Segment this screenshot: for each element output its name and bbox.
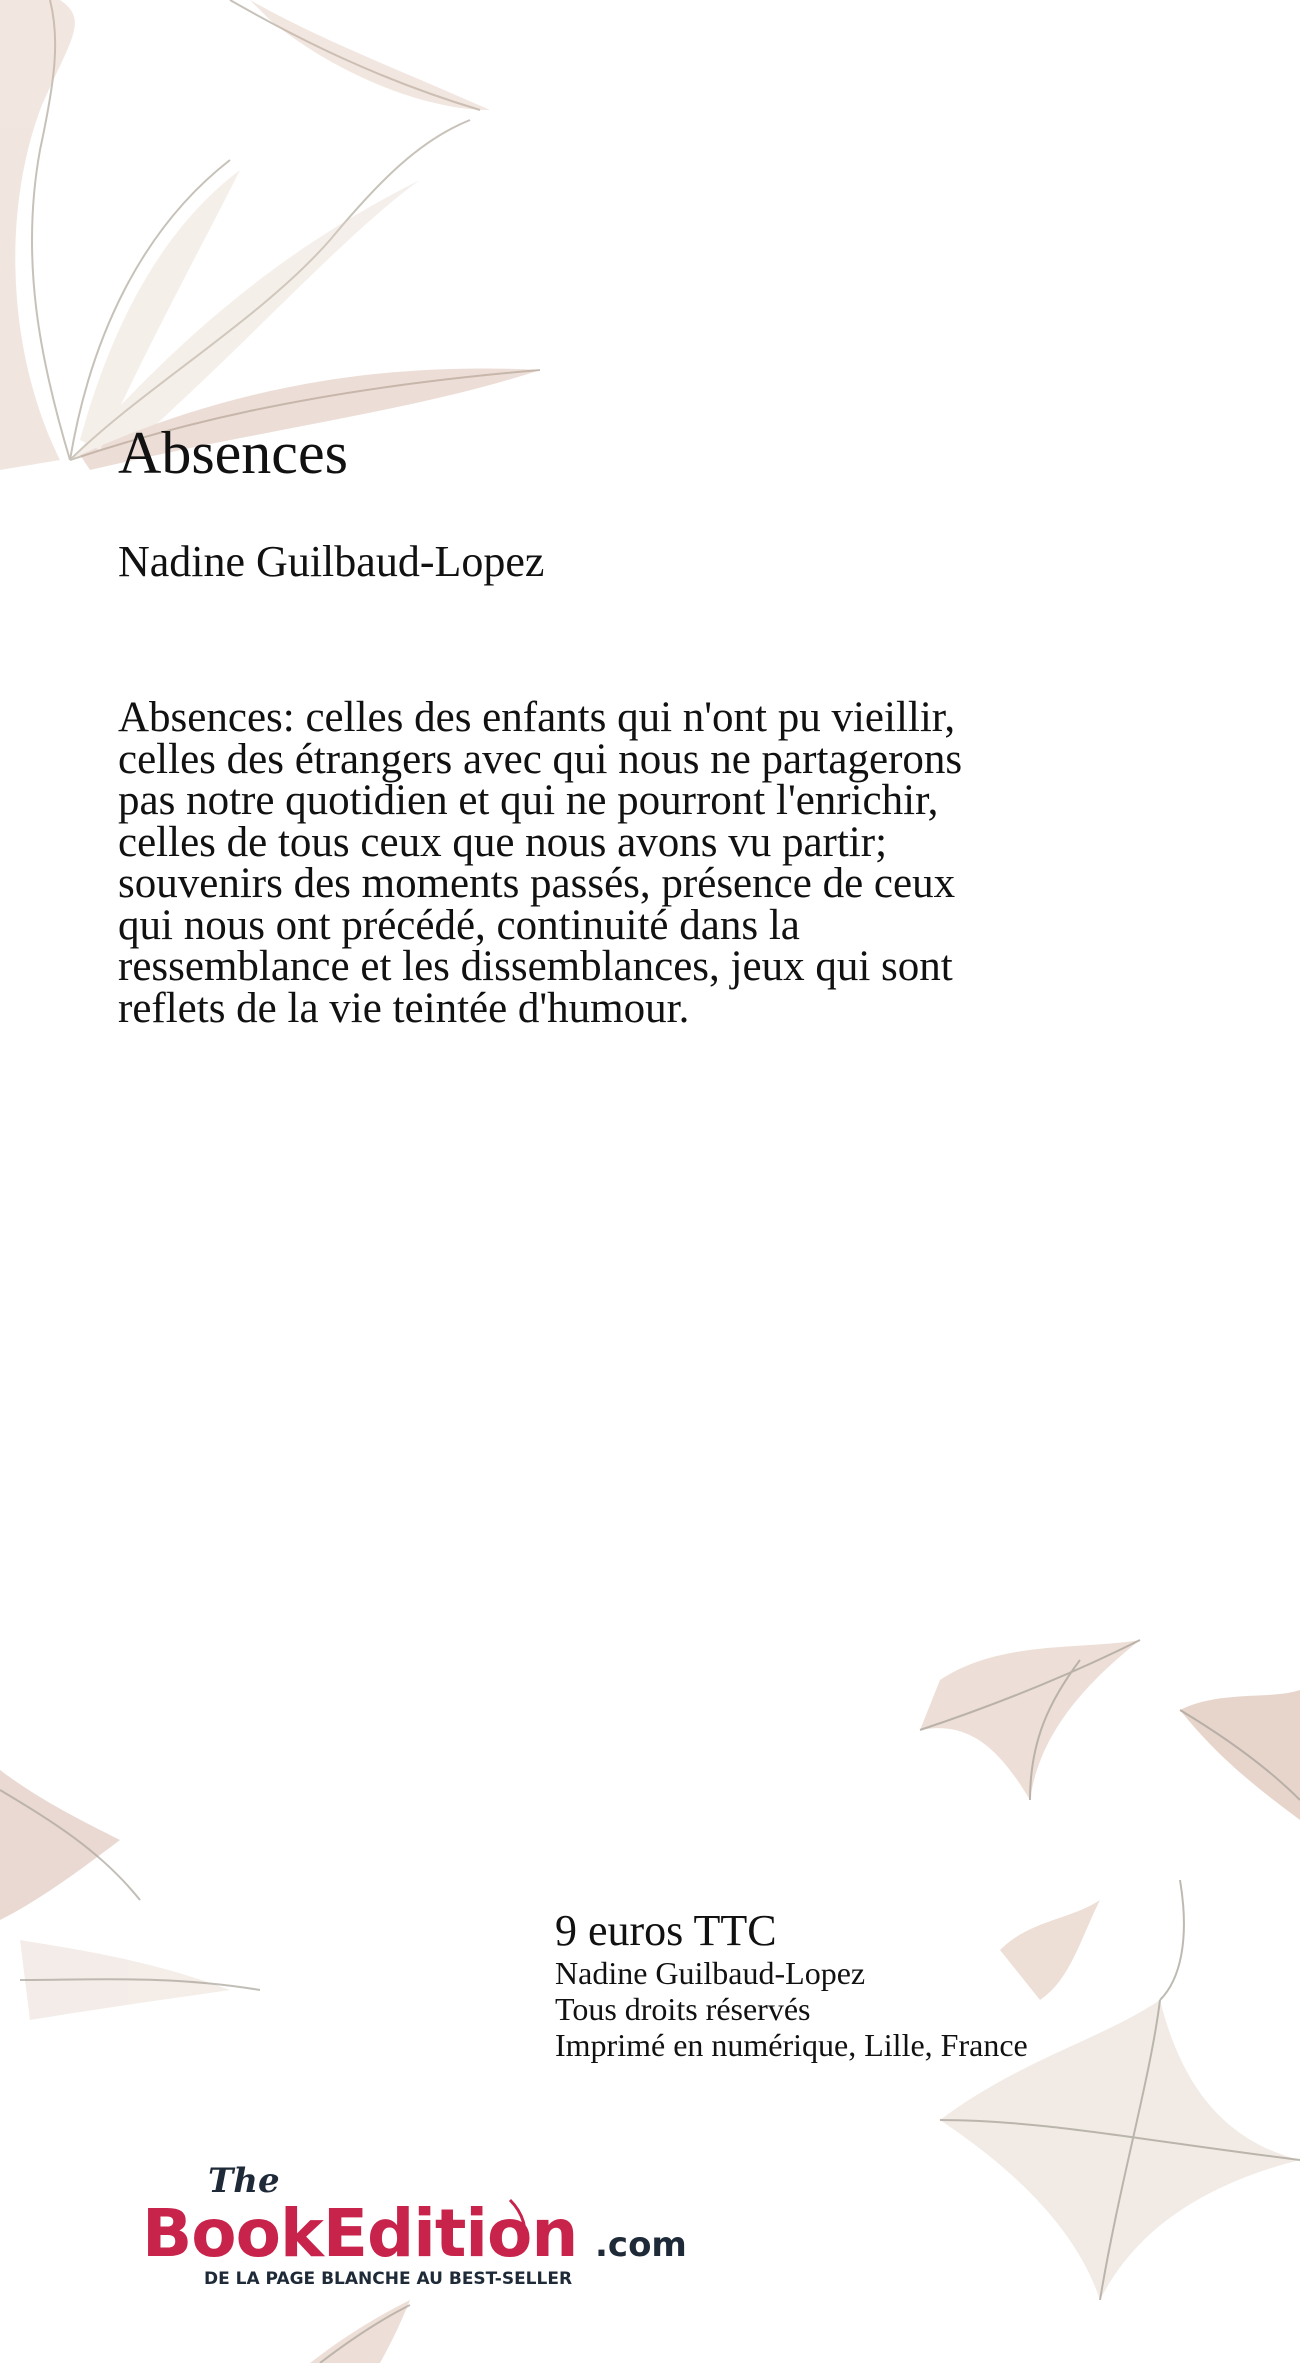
book-blurb: Absences: celles des enfants qui n'ont pu vieillir, celles des étrangers avec qui nous ne partagerons pas notre quotidien et qui ne pourront l'enrichir, celles de tous ceux que nous avons vu partir; souvenirs des moments passés, présence de ceux qui nous ont précédé, continuité dans la ressemblance et les dissemblances, jeux qui sont reflets de la vie teintée d'humour.	[118, 694, 963, 1032]
leaf-illustration-bottom-center	[300, 2300, 440, 2363]
colophon-rights: Tous droits réservés	[555, 1991, 811, 2027]
price: 9 euros TTC	[555, 1906, 777, 1955]
logo-domain: .com	[595, 2225, 687, 2265]
colophon-author: Nadine Guilbaud-Lopez	[555, 1955, 866, 1991]
logo-brand-part1: BookEditi	[142, 2195, 488, 2272]
logo-the: The	[208, 2161, 280, 2201]
logo-brand	[142, 2195, 577, 2272]
logo-tagline: DE LA PAGE BLANCHE AU BEST-SELLER	[204, 2269, 573, 2288]
logo-o-glyph: o	[487, 2195, 532, 2272]
colophon-printing: Imprimé en numérique, Lille, France	[555, 2027, 1028, 2063]
book-title: Absences	[118, 420, 348, 486]
colophon	[555, 1907, 1028, 2063]
logo-brand-part2: n	[531, 2195, 578, 2272]
thebookedition-logo	[140, 2158, 700, 2288]
book-author: Nadine Guilbaud-Lopez	[118, 537, 545, 586]
leaf-illustration-bottom-left	[0, 1760, 320, 2060]
